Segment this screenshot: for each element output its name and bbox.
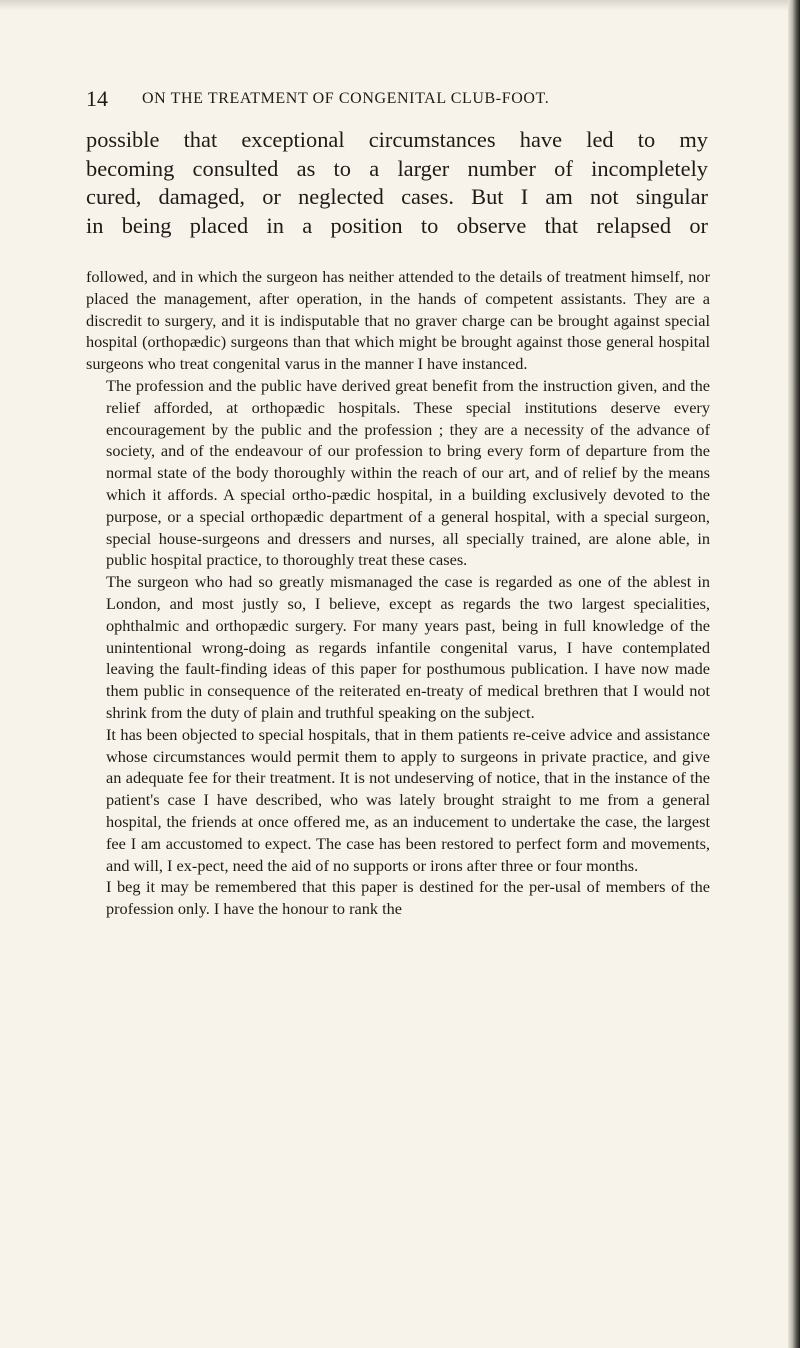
lead-line: possible that exceptional circumstances have led to my [86,127,708,152]
body-paragraph: The surgeon who had so greatly mismanaged the case is regarded as one of the ablest in London, and most justly so, I believe, except as regards the two largest specialities, ophthalmic and orthopædic surgery. For many years past, being in full knowledge of the unintentional wrong-doing as regards infantile congenital varus, I have contemplated leaving the fault-finding ideas of this paper for posthumous publication. I have now made them public in consequence of the reiterated en-treaty of medical brethren that I would not shrink from the duty of plain and truthful speaking on the subject. [106,572,710,722]
running-head: ON THE TREATMENT OF CONGENITAL CLUB-FOOT. [142,90,550,107]
body-paragraph: The profession and the public have derived great benefit from the instruction given, and the relief afforded, at orthopædic hospitals. These special institutions deserve every encouragement by the public and the profession ; they are a necessity of the advance of society, and of the endeavour of our profession to bring every form of departure from the normal state of the body thoroughly within the reach of our art, and of relief by the means which it affords. A special ortho-pædic hospital, in a building exclusively devoted to the purpose, or a special orthopædic department of a general hospital, with a special surgeon, special house-surgeons and dressers and nurses, all specially trained, are alone able, in public hospital practice, to thoroughly treat these cases. [106,375,710,570]
lead-line: cured, damaged, or neglected cases. But I am not singular [86,184,708,210]
page-binding-edge [788,0,800,1348]
body-paragraph: It has been objected to special hospitals, that in them patients re-ceive advice and assistance whose circumstances would permit them to apply to surgeons in private practice, and give an adequate fee for their treatment. It is not undeserving of notice, that in the instance of the patient's case I have described, who was lately brought straight to me from a general hospital, the friends at once offered me, as an inducement to undertake the case, the largest fee I am accustomed to expect. The case has been restored to perfect form and movements, and will, I ex-pect, need the aid of no supports or irons after three or four months. [106,724,710,875]
lead-line: becoming consulted as to a larger number of incompletely [86,155,708,181]
body-paragraph: followed, and in which the surgeon has neither attended to the details of treatment himself, nor placed the management, after operation, in the hands of competent assistants. They are a discredit to surgery, and it is indisputable that no graver charge can be brought against special hospital (orthopædic) surgeons than that which might be brought against those general hospital surgeons who treat congenital varus in the manner I have instanced. [86,267,710,374]
page-number: 14 [86,86,108,111]
body-paragraph: I beg it may be remembered that this paper is destined for the per-usal of members of the profession only. I have the honour to rank the [106,877,710,919]
page-top-shadow [0,0,800,10]
lead-paragraph [86,126,708,240]
page-header [86,86,726,112]
body-text [86,266,710,920]
lead-line: in being placed in a position to observe that relapsed or [86,212,708,238]
